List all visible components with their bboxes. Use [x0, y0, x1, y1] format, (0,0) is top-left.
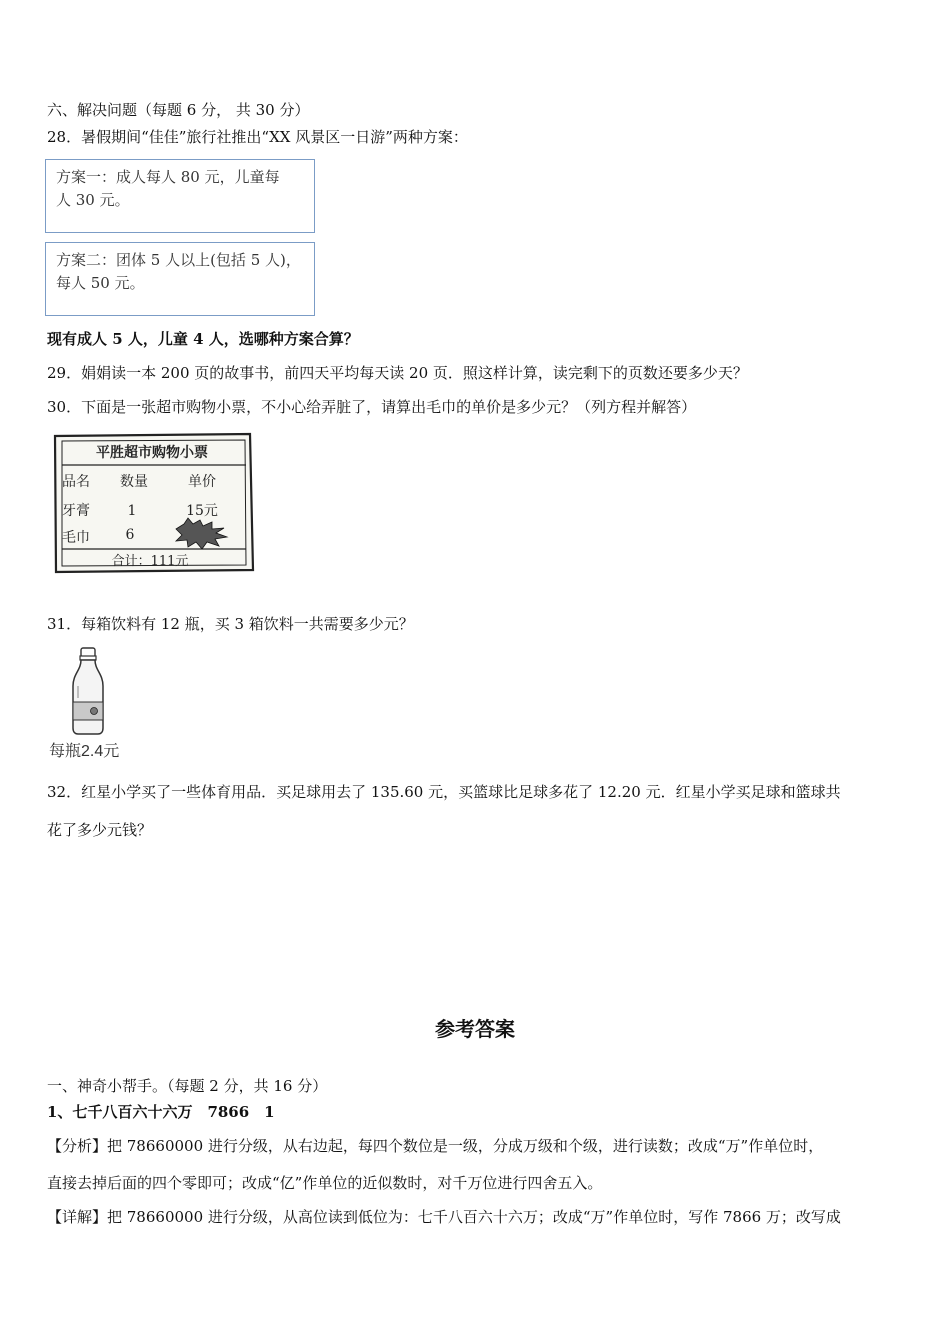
question-32-line1: 32．红星小学买了一些体育用品．买足球用去了 135.60 元，买篮球比足球多花了 12.20 元．红星小学买足球和篮球共 [47, 783, 841, 801]
receipt-total: 合计：111元 [111, 554, 189, 569]
receipt-row2-qty: 6 [125, 527, 135, 543]
answers-section-heading: 一、神奇小帮手。（每题 2 分，共 16 分） [47, 1077, 328, 1095]
receipt-row1-name: 牙膏 [62, 503, 90, 519]
plan-two-line1: 方案二：团体 5 人以上(包括 5 人)， [56, 251, 301, 269]
analysis-line1: 【分析】把 78660000 进行分级，从右边起，每四个数位是一级，分成万级和个级，进行读数；改成“万”作单位时， [47, 1137, 824, 1155]
receipt-title: 平胜超市购物小票 [96, 445, 208, 461]
receipt-header-qty: 数量 [120, 474, 148, 490]
question-28: 28．暑假期间“佳佳”旅行社推出“XX 风景区一日游”两种方案： [47, 128, 468, 146]
question-31: 31．每箱饮料有 12 瓶，买 3 箱饮料一共需要多少元？ [47, 615, 414, 633]
question-32-line2: 花了多少元钱？ [47, 821, 153, 839]
plan-two-line2: 每人 50 元。 [56, 274, 145, 292]
question-29: 29．娟娟读一本 200 页的故事书，前四天平均每天读 20 页．照这样计算，读完剩下的页数还要多少天？ [47, 364, 748, 382]
receipt-image [52, 432, 255, 574]
receipt-row2-name: 毛巾 [62, 530, 90, 546]
answer-1: 1、七千八百六十六万 7866 1 [47, 1103, 275, 1121]
bottle-price-caption: 每瓶2.4元 [49, 743, 120, 760]
receipt-header-price: 单价 [188, 474, 216, 490]
plan-one-line1: 方案一：成人每人 80 元，儿童每 [56, 168, 280, 186]
receipt-header-name: 品名 [62, 474, 90, 490]
plan-one-box [45, 159, 315, 233]
answers-title: 参考答案 [435, 1017, 515, 1041]
analysis-line2: 直接去掉后面的四个零即可；改成“亿”作单位的近似数时，对千万位进行四舍五入。 [47, 1174, 603, 1192]
receipt-row1-price: 15元 [186, 503, 218, 519]
receipt-row1-qty: 1 [127, 503, 137, 519]
detail-line1: 【详解】把 78660000 进行分级，从高位读到低位为：七千八百六十六万；改成“万”作单位时，写作 7866 万；改写成 [47, 1208, 841, 1226]
bottle-image [48, 646, 138, 764]
plan-two-box [45, 242, 315, 316]
section-heading: 六、解决问题（每题 6 分， 共 30 分） [47, 101, 310, 119]
question-28-ask: 现有成人 5 人，儿童 4 人，选哪种方案合算？ [47, 330, 359, 348]
question-30: 30．下面是一张超市购物小票，不小心给弄脏了，请算出毛巾的单价是多少元？（列方程并解答） [47, 398, 697, 416]
plan-one-line2: 人 30 元。 [56, 191, 130, 209]
